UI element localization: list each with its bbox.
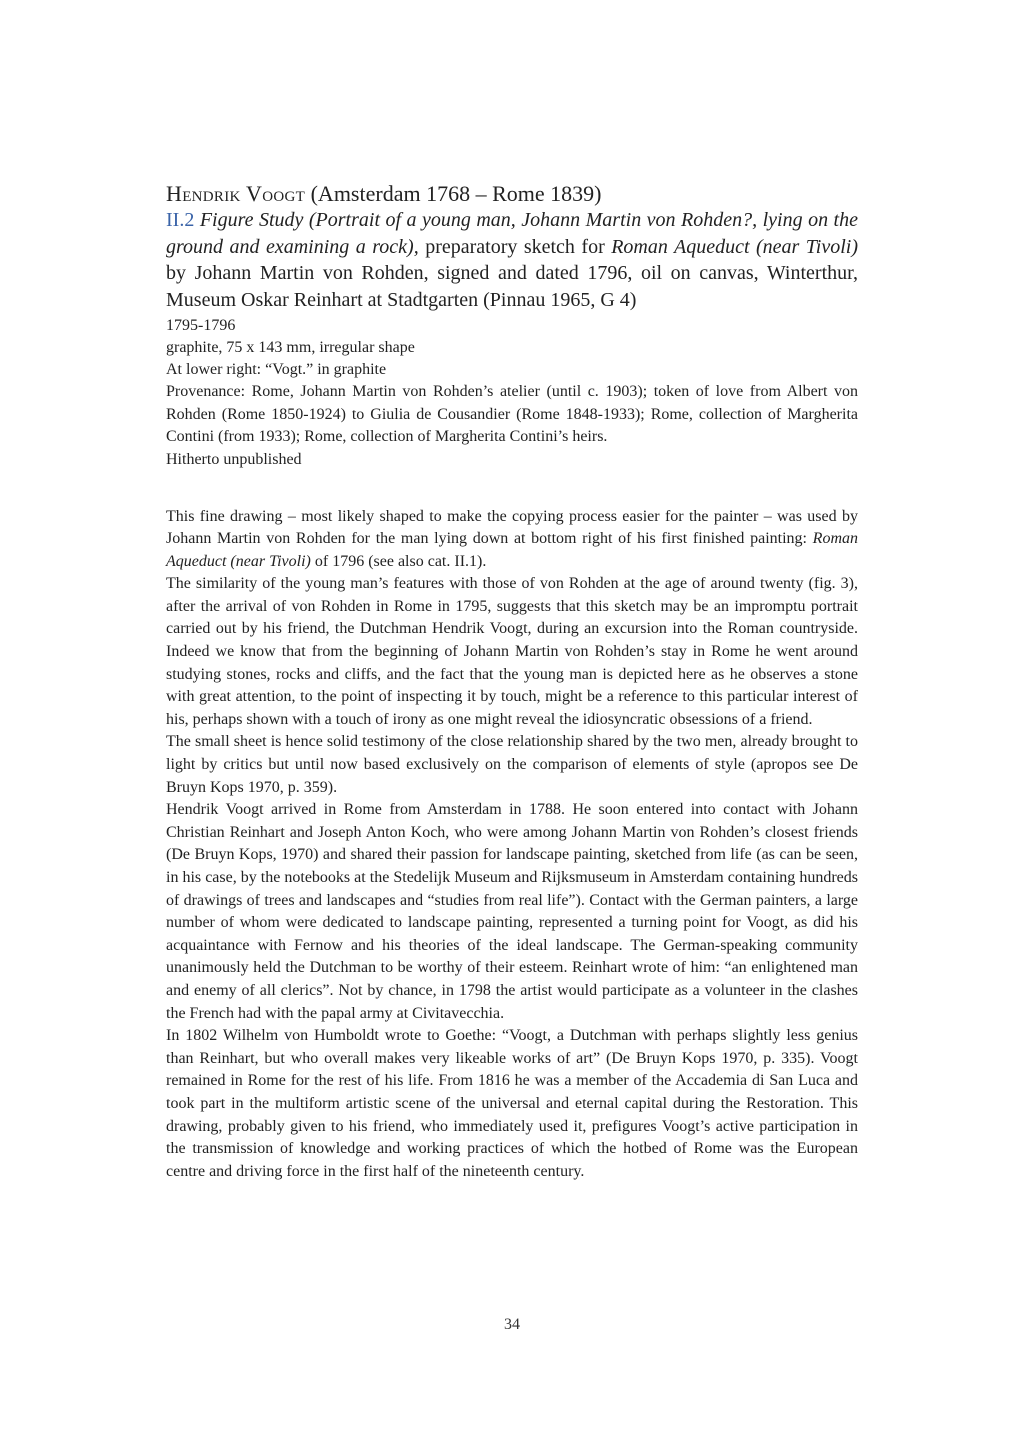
artist-dates: (Amsterdam 1768 – Rome 1839) — [310, 181, 602, 206]
publication-status: Hitherto unpublished — [166, 450, 302, 468]
p1-text-before: This fine drawing – most likely shaped to make the copying process easier for the painter – was used by Johann Martin von Rohden for the man lying down at bottom right of his first finished painting: — [166, 507, 858, 548]
related-work-title: Roman Aqueduct (near Tivoli) — [611, 235, 858, 258]
work-inscription: At lower right: “Vogt.” in graphite — [166, 361, 387, 378]
artist-name: Hendrik Voogt — [166, 181, 306, 206]
p1-text-after: of 1796 (see also cat. II.1). — [310, 552, 487, 570]
entry-title — [166, 207, 858, 313]
p1-italic-title: Roman Aqueduct (near Tivoli) — [166, 530, 858, 570]
artist-heading — [166, 180, 858, 207]
essay-paragraph-2: The similarity of the young man’s features with those of von Rohden at the age of around twenty (fig. 3), after the arrival of von Rohden in Rome in 1795, suggests that this sketch may be an impromptu portrait carried out by his friend, the Dutchman Hendrik Voogt, during an excursion into the Roman countryside. Indeed we know that from the beginning of Johann Martin von Rohden’s stay in Rome he went around studying stones, rocks and cliffs, and the fact that the young man is depicted here as he observes a stone with great attention, to the point of inspecting it by touch, might be a reference to this particular interest of his, perhaps shown with a touch of irony as one might reveal the idiosyncratic obsessions of a friend. — [166, 575, 858, 728]
title-text-2: by Johann Martin von Rohden, signed and dated 1796, oil on canvas, Winterthur, Museum Oskar Reinhart at Stadtgarten (Pinnau 1965, G 4) — [166, 262, 858, 311]
catalogue-entry — [166, 180, 858, 1183]
title-text-1: preparatory sketch for — [418, 235, 612, 258]
work-provenance: Provenance: Rome, Johann Martin von Rohden’s atelier (until c. 1903); token of love from Albert von Rohden (Rome 1850-1924) to Giulia de Cousandier (Rome 1848-1933); Rome, collection of Margherita Contini (from 1933); Rome, collection of Margherita Contini’s heirs. — [166, 383, 858, 445]
page-number: 34 — [504, 1316, 520, 1333]
essay-paragraph-1 — [166, 506, 858, 574]
entry-essay — [166, 506, 858, 1184]
essay-paragraph-4: Hendrik Voogt arrived in Rome from Amsterdam in 1788. He soon entered into contact with Johann Christian Reinhart and Joseph Anton Koch, who were among Johann Martin von Rohden’s closest friends (De Bruyn Kops, 1970) and shared their passion for landscape painting, sketched from life (as can be seen, in his case, by the notebooks at the Stedelijk Museum and Rijksmuseum in Amsterdam containing hundreds of drawings of trees and landscapes and “studies from real life”). Contact with the German painters, a large number of whom were dedicated to landscape painting, represented a turning point for Voogt, as did his acquaintance with Fernow and his theories of the ideal landscape. The German-speaking community unanimously held the Dutchman to be worthy of their esteem. Reinhart wrote of him: “an enlightened man and enemy of all clerics”. Not by chance, in 1798 the artist would participate as a volunteer in the clashes the French had with the papal army at Civitavecchia. — [166, 801, 858, 1022]
essay-paragraph-3: The small sheet is hence solid testimony of the close relationship shared by the two men, already brought to light by critics but until now based exclusively on the comparison of elements of style (apropos see De Bruyn Kops 1970, p. 359). — [166, 733, 858, 796]
work-medium: graphite, 75 x 143 mm, irregular shape — [166, 339, 415, 356]
catalogue-number: II.2 — [166, 209, 195, 231]
essay-paragraph-5: In 1802 Wilhelm von Humboldt wrote to Goethe: “Voogt, a Dutchman with perhaps slightly less genius than Reinhart, but who overall makes very likeable works of art” (De Bruyn Kops 1970, p. 335). Voogt remained in Rome for the rest of his life. From 1816 he was a member of the Accademia di San Luca and took part in the multiform artistic scene of the universal and eternal capital during the Restoration. This drawing, probably given to his friend, who immediately used it, prefigures Voogt’s active participation in the transmission of knowledge and working practices of which the hotbed of Rome was the European centre and driving force in the first half of the nineteenth century. — [166, 1027, 858, 1180]
work-title: Figure Study (Portrait of a young man, Johann Martin von Rohden?, lying on the ground and examining a rock), — [166, 209, 858, 258]
work-date: 1795-1796 — [166, 317, 236, 334]
